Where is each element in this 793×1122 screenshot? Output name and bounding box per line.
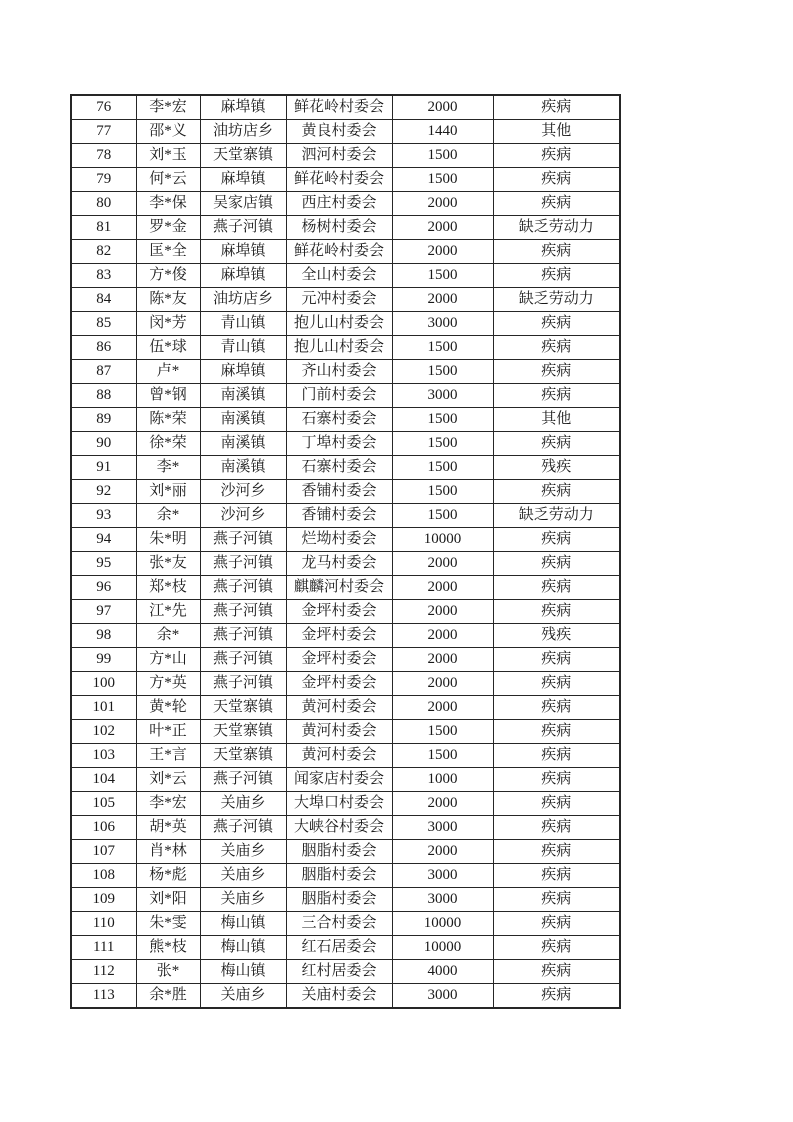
table-row — [71, 360, 620, 384]
cell-village-committee: 杨树村委会 — [286, 216, 392, 240]
cell-village-committee: 红村居委会 — [286, 960, 392, 984]
cell-reason: 残疾 — [493, 624, 620, 648]
cell-village-committee: 黄河村委会 — [286, 720, 392, 744]
cell-village-committee: 泗河村委会 — [286, 144, 392, 168]
cell-amount: 2000 — [392, 600, 493, 624]
cell-township: 吴家店镇 — [200, 192, 286, 216]
cell-person-name: 卢* — [136, 360, 200, 384]
cell-reason: 缺乏劳动力 — [493, 216, 620, 240]
cell-reason: 疾病 — [493, 696, 620, 720]
table-row — [71, 504, 620, 528]
cell-village-committee: 香铺村委会 — [286, 480, 392, 504]
cell-amount: 4000 — [392, 960, 493, 984]
cell-serial-number: 90 — [71, 432, 136, 456]
cell-township: 天堂寨镇 — [200, 744, 286, 768]
table-row — [71, 768, 620, 792]
cell-reason: 疾病 — [493, 960, 620, 984]
cell-village-committee: 金坪村委会 — [286, 624, 392, 648]
cell-village-committee: 黄河村委会 — [286, 744, 392, 768]
cell-township: 燕子河镇 — [200, 576, 286, 600]
cell-reason: 疾病 — [493, 984, 620, 1009]
cell-serial-number: 89 — [71, 408, 136, 432]
cell-serial-number: 92 — [71, 480, 136, 504]
table-row — [71, 408, 620, 432]
cell-reason: 疾病 — [493, 552, 620, 576]
table-row — [71, 240, 620, 264]
cell-amount: 2000 — [392, 696, 493, 720]
cell-person-name: 闵*芳 — [136, 312, 200, 336]
cell-person-name: 刘*阳 — [136, 888, 200, 912]
cell-township: 麻埠镇 — [200, 360, 286, 384]
cell-township: 青山镇 — [200, 312, 286, 336]
cell-serial-number: 109 — [71, 888, 136, 912]
cell-serial-number: 108 — [71, 864, 136, 888]
cell-amount: 1500 — [392, 432, 493, 456]
table-row — [71, 744, 620, 768]
cell-amount: 10000 — [392, 528, 493, 552]
cell-serial-number: 110 — [71, 912, 136, 936]
cell-township: 关庙乡 — [200, 840, 286, 864]
cell-amount: 2000 — [392, 792, 493, 816]
cell-serial-number: 97 — [71, 600, 136, 624]
table-row — [71, 288, 620, 312]
cell-person-name: 胡*英 — [136, 816, 200, 840]
cell-township: 油坊店乡 — [200, 120, 286, 144]
cell-amount: 2000 — [392, 624, 493, 648]
cell-reason: 疾病 — [493, 144, 620, 168]
cell-village-committee: 元冲村委会 — [286, 288, 392, 312]
cell-village-committee: 石寨村委会 — [286, 408, 392, 432]
cell-person-name: 李*宏 — [136, 792, 200, 816]
cell-reason: 残疾 — [493, 456, 620, 480]
cell-township: 青山镇 — [200, 336, 286, 360]
cell-serial-number: 94 — [71, 528, 136, 552]
cell-serial-number: 85 — [71, 312, 136, 336]
cell-village-committee: 香铺村委会 — [286, 504, 392, 528]
cell-amount: 1000 — [392, 768, 493, 792]
cell-township: 燕子河镇 — [200, 552, 286, 576]
cell-village-committee: 黄河村委会 — [286, 696, 392, 720]
cell-village-committee: 大埠口村委会 — [286, 792, 392, 816]
cell-village-committee: 抱儿山村委会 — [286, 312, 392, 336]
cell-reason: 疾病 — [493, 648, 620, 672]
table-row — [71, 528, 620, 552]
table-row — [71, 672, 620, 696]
table-row — [71, 336, 620, 360]
cell-amount: 1500 — [392, 504, 493, 528]
cell-village-committee: 闻家店村委会 — [286, 768, 392, 792]
cell-person-name: 余* — [136, 624, 200, 648]
cell-township: 关庙乡 — [200, 888, 286, 912]
cell-township: 天堂寨镇 — [200, 696, 286, 720]
cell-reason: 疾病 — [493, 936, 620, 960]
cell-reason: 缺乏劳动力 — [493, 288, 620, 312]
cell-village-committee: 麒麟河村委会 — [286, 576, 392, 600]
cell-amount: 1500 — [392, 336, 493, 360]
cell-serial-number: 93 — [71, 504, 136, 528]
cell-township: 南溪镇 — [200, 384, 286, 408]
cell-serial-number: 82 — [71, 240, 136, 264]
table-row — [71, 216, 620, 240]
cell-reason: 疾病 — [493, 792, 620, 816]
cell-reason: 疾病 — [493, 336, 620, 360]
table-row — [71, 792, 620, 816]
cell-village-committee: 龙马村委会 — [286, 552, 392, 576]
cell-amount: 3000 — [392, 888, 493, 912]
cell-amount: 2000 — [392, 648, 493, 672]
table-row — [71, 840, 620, 864]
cell-person-name: 李*保 — [136, 192, 200, 216]
cell-village-committee: 大峡谷村委会 — [286, 816, 392, 840]
aid-records-table — [70, 94, 621, 1009]
cell-serial-number: 99 — [71, 648, 136, 672]
cell-person-name: 刘*玉 — [136, 144, 200, 168]
cell-serial-number: 104 — [71, 768, 136, 792]
cell-amount: 2000 — [392, 576, 493, 600]
cell-serial-number: 96 — [71, 576, 136, 600]
table-row — [71, 936, 620, 960]
cell-serial-number: 100 — [71, 672, 136, 696]
cell-person-name: 张*友 — [136, 552, 200, 576]
table-row — [71, 264, 620, 288]
cell-township: 沙河乡 — [200, 480, 286, 504]
table-row — [71, 552, 620, 576]
cell-reason: 疾病 — [493, 312, 620, 336]
cell-village-committee: 齐山村委会 — [286, 360, 392, 384]
cell-serial-number: 77 — [71, 120, 136, 144]
cell-reason: 疾病 — [493, 816, 620, 840]
cell-reason: 疾病 — [493, 600, 620, 624]
cell-township: 南溪镇 — [200, 408, 286, 432]
cell-amount: 2000 — [392, 95, 493, 120]
cell-person-name: 邵*义 — [136, 120, 200, 144]
table-row — [71, 696, 620, 720]
cell-reason: 缺乏劳动力 — [493, 504, 620, 528]
cell-township: 天堂寨镇 — [200, 720, 286, 744]
table-row — [71, 888, 620, 912]
cell-township: 关庙乡 — [200, 792, 286, 816]
cell-township: 燕子河镇 — [200, 528, 286, 552]
cell-township: 燕子河镇 — [200, 216, 286, 240]
cell-person-name: 李* — [136, 456, 200, 480]
cell-township: 油坊店乡 — [200, 288, 286, 312]
cell-serial-number: 105 — [71, 792, 136, 816]
cell-village-committee: 石寨村委会 — [286, 456, 392, 480]
cell-person-name: 肖*林 — [136, 840, 200, 864]
cell-reason: 疾病 — [493, 192, 620, 216]
cell-serial-number: 84 — [71, 288, 136, 312]
table-row — [71, 120, 620, 144]
cell-amount: 1500 — [392, 408, 493, 432]
cell-reason: 疾病 — [493, 720, 620, 744]
cell-township: 梅山镇 — [200, 936, 286, 960]
cell-amount: 2000 — [392, 288, 493, 312]
cell-village-committee: 鲜花岭村委会 — [286, 95, 392, 120]
cell-person-name: 陈*荣 — [136, 408, 200, 432]
cell-village-committee: 全山村委会 — [286, 264, 392, 288]
cell-person-name: 江*先 — [136, 600, 200, 624]
cell-amount: 3000 — [392, 864, 493, 888]
cell-person-name: 陈*友 — [136, 288, 200, 312]
cell-serial-number: 88 — [71, 384, 136, 408]
cell-reason: 疾病 — [493, 888, 620, 912]
cell-person-name: 朱*明 — [136, 528, 200, 552]
cell-village-committee: 三合村委会 — [286, 912, 392, 936]
cell-amount: 2000 — [392, 216, 493, 240]
cell-amount: 1500 — [392, 144, 493, 168]
cell-person-name: 杨*彪 — [136, 864, 200, 888]
cell-township: 关庙乡 — [200, 864, 286, 888]
cell-reason: 疾病 — [493, 840, 620, 864]
cell-township: 麻埠镇 — [200, 95, 286, 120]
cell-reason: 疾病 — [493, 576, 620, 600]
cell-serial-number: 81 — [71, 216, 136, 240]
cell-amount: 2000 — [392, 240, 493, 264]
cell-village-committee: 金坪村委会 — [286, 648, 392, 672]
cell-reason: 疾病 — [493, 768, 620, 792]
cell-village-committee: 胭脂村委会 — [286, 840, 392, 864]
cell-amount: 2000 — [392, 192, 493, 216]
cell-person-name: 罗*金 — [136, 216, 200, 240]
cell-township: 天堂寨镇 — [200, 144, 286, 168]
cell-reason: 疾病 — [493, 384, 620, 408]
cell-village-committee: 黄良村委会 — [286, 120, 392, 144]
cell-person-name: 朱*雯 — [136, 912, 200, 936]
cell-amount: 1500 — [392, 480, 493, 504]
table-row — [71, 312, 620, 336]
cell-person-name: 李*宏 — [136, 95, 200, 120]
cell-serial-number: 80 — [71, 192, 136, 216]
cell-reason: 疾病 — [493, 528, 620, 552]
cell-reason: 其他 — [493, 120, 620, 144]
cell-serial-number: 91 — [71, 456, 136, 480]
cell-person-name: 刘*丽 — [136, 480, 200, 504]
cell-township: 沙河乡 — [200, 504, 286, 528]
table-row — [71, 384, 620, 408]
cell-person-name: 方*英 — [136, 672, 200, 696]
cell-person-name: 张* — [136, 960, 200, 984]
cell-amount: 3000 — [392, 816, 493, 840]
cell-reason: 疾病 — [493, 360, 620, 384]
cell-amount: 2000 — [392, 552, 493, 576]
cell-serial-number: 103 — [71, 744, 136, 768]
cell-serial-number: 106 — [71, 816, 136, 840]
cell-serial-number: 102 — [71, 720, 136, 744]
cell-village-committee: 胭脂村委会 — [286, 888, 392, 912]
table-row — [71, 168, 620, 192]
table-row — [71, 600, 620, 624]
cell-township: 燕子河镇 — [200, 816, 286, 840]
cell-amount: 1500 — [392, 168, 493, 192]
cell-township: 燕子河镇 — [200, 768, 286, 792]
table-row — [71, 912, 620, 936]
table-row — [71, 192, 620, 216]
cell-village-committee: 红石居委会 — [286, 936, 392, 960]
cell-township: 燕子河镇 — [200, 624, 286, 648]
cell-person-name: 徐*荣 — [136, 432, 200, 456]
cell-amount: 2000 — [392, 840, 493, 864]
cell-serial-number: 79 — [71, 168, 136, 192]
cell-reason: 疾病 — [493, 240, 620, 264]
cell-serial-number: 95 — [71, 552, 136, 576]
cell-serial-number: 87 — [71, 360, 136, 384]
cell-village-committee: 丁埠村委会 — [286, 432, 392, 456]
cell-person-name: 熊*枝 — [136, 936, 200, 960]
cell-reason: 疾病 — [493, 95, 620, 120]
table-row — [71, 576, 620, 600]
cell-serial-number: 76 — [71, 95, 136, 120]
cell-amount: 1440 — [392, 120, 493, 144]
cell-village-committee: 鲜花岭村委会 — [286, 168, 392, 192]
cell-reason: 疾病 — [493, 168, 620, 192]
cell-township: 南溪镇 — [200, 456, 286, 480]
cell-serial-number: 112 — [71, 960, 136, 984]
cell-reason: 疾病 — [493, 480, 620, 504]
cell-township: 关庙乡 — [200, 984, 286, 1009]
cell-township: 燕子河镇 — [200, 600, 286, 624]
cell-reason: 其他 — [493, 408, 620, 432]
cell-amount: 1500 — [392, 456, 493, 480]
cell-reason: 疾病 — [493, 864, 620, 888]
cell-township: 麻埠镇 — [200, 264, 286, 288]
cell-person-name: 叶*正 — [136, 720, 200, 744]
table-row — [71, 720, 620, 744]
cell-person-name: 何*云 — [136, 168, 200, 192]
table-row — [71, 960, 620, 984]
cell-serial-number: 83 — [71, 264, 136, 288]
cell-person-name: 余* — [136, 504, 200, 528]
cell-amount: 1500 — [392, 720, 493, 744]
table-row — [71, 480, 620, 504]
cell-amount: 1500 — [392, 264, 493, 288]
cell-village-committee: 门前村委会 — [286, 384, 392, 408]
cell-reason: 疾病 — [493, 912, 620, 936]
cell-village-committee: 西庄村委会 — [286, 192, 392, 216]
cell-township: 梅山镇 — [200, 960, 286, 984]
cell-amount: 10000 — [392, 912, 493, 936]
cell-reason: 疾病 — [493, 672, 620, 696]
table-row — [71, 648, 620, 672]
table-row — [71, 95, 620, 120]
cell-serial-number: 78 — [71, 144, 136, 168]
cell-village-committee: 抱儿山村委会 — [286, 336, 392, 360]
cell-serial-number: 101 — [71, 696, 136, 720]
cell-township: 南溪镇 — [200, 432, 286, 456]
cell-person-name: 曾*钢 — [136, 384, 200, 408]
cell-reason: 疾病 — [493, 432, 620, 456]
cell-amount: 2000 — [392, 672, 493, 696]
cell-person-name: 匡*全 — [136, 240, 200, 264]
cell-amount: 3000 — [392, 984, 493, 1009]
cell-amount: 3000 — [392, 312, 493, 336]
cell-person-name: 王*言 — [136, 744, 200, 768]
aid-records-table-body — [71, 95, 620, 1008]
cell-person-name: 方*俊 — [136, 264, 200, 288]
cell-reason: 疾病 — [493, 744, 620, 768]
cell-village-committee: 金坪村委会 — [286, 600, 392, 624]
cell-township: 燕子河镇 — [200, 672, 286, 696]
cell-amount: 10000 — [392, 936, 493, 960]
cell-village-committee: 金坪村委会 — [286, 672, 392, 696]
cell-village-committee: 关庙村委会 — [286, 984, 392, 1009]
cell-village-committee: 胭脂村委会 — [286, 864, 392, 888]
cell-person-name: 方*山 — [136, 648, 200, 672]
table-row — [71, 624, 620, 648]
table-row — [71, 456, 620, 480]
cell-person-name: 刘*云 — [136, 768, 200, 792]
cell-serial-number: 98 — [71, 624, 136, 648]
cell-person-name: 黄*轮 — [136, 696, 200, 720]
table-row — [71, 144, 620, 168]
table-row — [71, 864, 620, 888]
table-row — [71, 984, 620, 1009]
cell-amount: 1500 — [392, 360, 493, 384]
cell-person-name: 郑*枝 — [136, 576, 200, 600]
table-row — [71, 816, 620, 840]
cell-reason: 疾病 — [493, 264, 620, 288]
cell-township: 梅山镇 — [200, 912, 286, 936]
cell-person-name: 余*胜 — [136, 984, 200, 1009]
cell-township: 麻埠镇 — [200, 240, 286, 264]
cell-township: 麻埠镇 — [200, 168, 286, 192]
cell-village-committee: 鲜花岭村委会 — [286, 240, 392, 264]
cell-village-committee: 烂坳村委会 — [286, 528, 392, 552]
cell-serial-number: 111 — [71, 936, 136, 960]
cell-township: 燕子河镇 — [200, 648, 286, 672]
cell-person-name: 伍*球 — [136, 336, 200, 360]
cell-amount: 1500 — [392, 744, 493, 768]
cell-serial-number: 113 — [71, 984, 136, 1009]
cell-serial-number: 86 — [71, 336, 136, 360]
cell-serial-number: 107 — [71, 840, 136, 864]
cell-amount: 3000 — [392, 384, 493, 408]
table-row — [71, 432, 620, 456]
